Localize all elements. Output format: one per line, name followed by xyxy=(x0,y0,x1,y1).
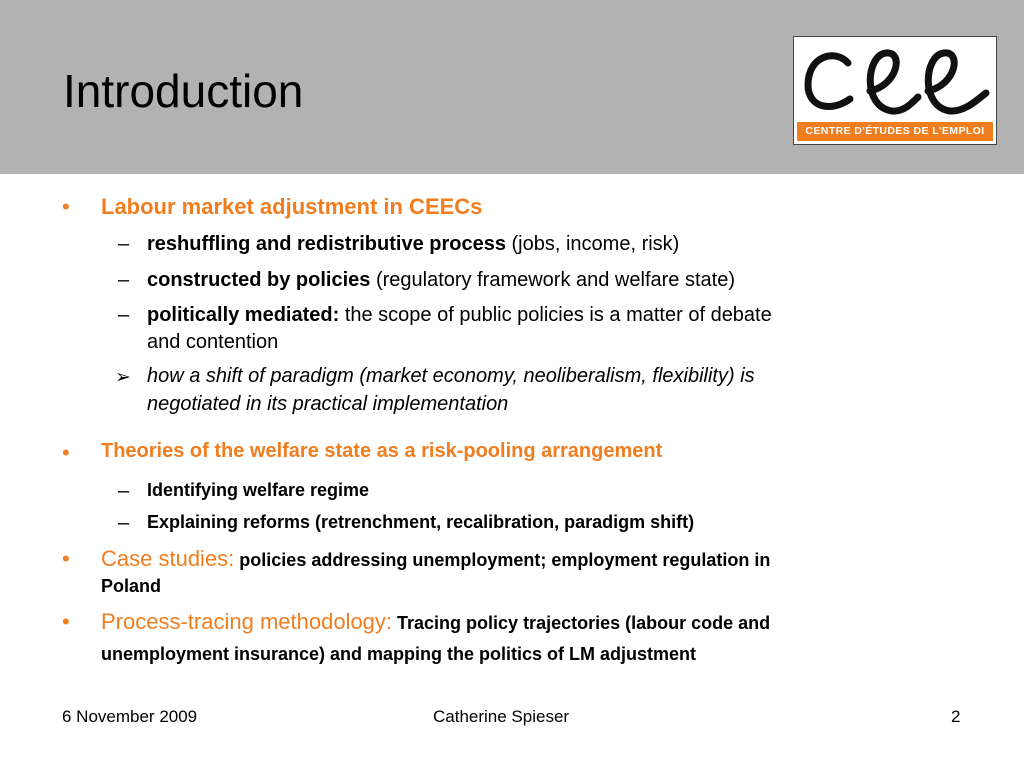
sub-item-politically-mediated-cont: and contention xyxy=(147,331,279,353)
bullet-case-studies-cont: Poland xyxy=(101,576,162,596)
logo-band-text: CENTRE D'ÉTUDES DE L'EMPLOI xyxy=(797,122,993,141)
footer-author: Catherine Spieser xyxy=(433,707,570,726)
sub-item-explaining-reforms: Explaining reforms (retrenchment, recalibration, paradigm shift) xyxy=(147,512,695,532)
bullet-icon: • xyxy=(62,546,70,571)
bullet-heading-labour-market: Labour market adjustment in CEECs xyxy=(101,194,483,219)
sub-item-welfare-regime: Identifying welfare regime xyxy=(147,480,370,500)
footer-date: 6 November 2009 xyxy=(62,707,198,726)
footer-page-number: 2 xyxy=(951,707,961,726)
sub-item-constructed: constructed by policies (regulatory framework and welfare state) xyxy=(147,269,735,291)
bullet-process-tracing-cont: unemployment insurance) and mapping the politics of LM adjustment xyxy=(101,644,697,664)
arrow-bullet-icon: ➢ xyxy=(115,367,131,388)
dash-icon: – xyxy=(118,304,130,326)
bullet-heading-theories: Theories of the welfare state as a risk-pooling arrangement xyxy=(101,440,663,462)
bullet-process-tracing: Process-tracing methodology: Tracing policy trajectories (labour code and xyxy=(101,609,771,634)
bullet-icon: • xyxy=(62,194,70,219)
sub-item-politically-mediated: politically mediated: the scope of public policies is a matter of debate xyxy=(147,304,772,326)
dash-icon: – xyxy=(118,233,130,255)
arrow-item-paradigm-cont: negotiated in its practical implementation xyxy=(147,393,509,415)
bullet-icon: • xyxy=(62,609,70,634)
arrow-item-paradigm: how a shift of paradigm (market economy, neoliberalism, flexibility) is xyxy=(147,365,755,387)
sub-item-reshuffling: reshuffling and redistributive process (jobs, income, risk) xyxy=(147,233,680,255)
dash-icon: – xyxy=(118,269,130,291)
slide-title: Introduction xyxy=(63,65,304,117)
dash-icon: – xyxy=(118,512,130,534)
bullet-icon: • xyxy=(62,440,70,465)
bullet-case-studies: Case studies: policies addressing unemployment; employment regulation in xyxy=(101,546,771,571)
dash-icon: – xyxy=(118,480,130,502)
